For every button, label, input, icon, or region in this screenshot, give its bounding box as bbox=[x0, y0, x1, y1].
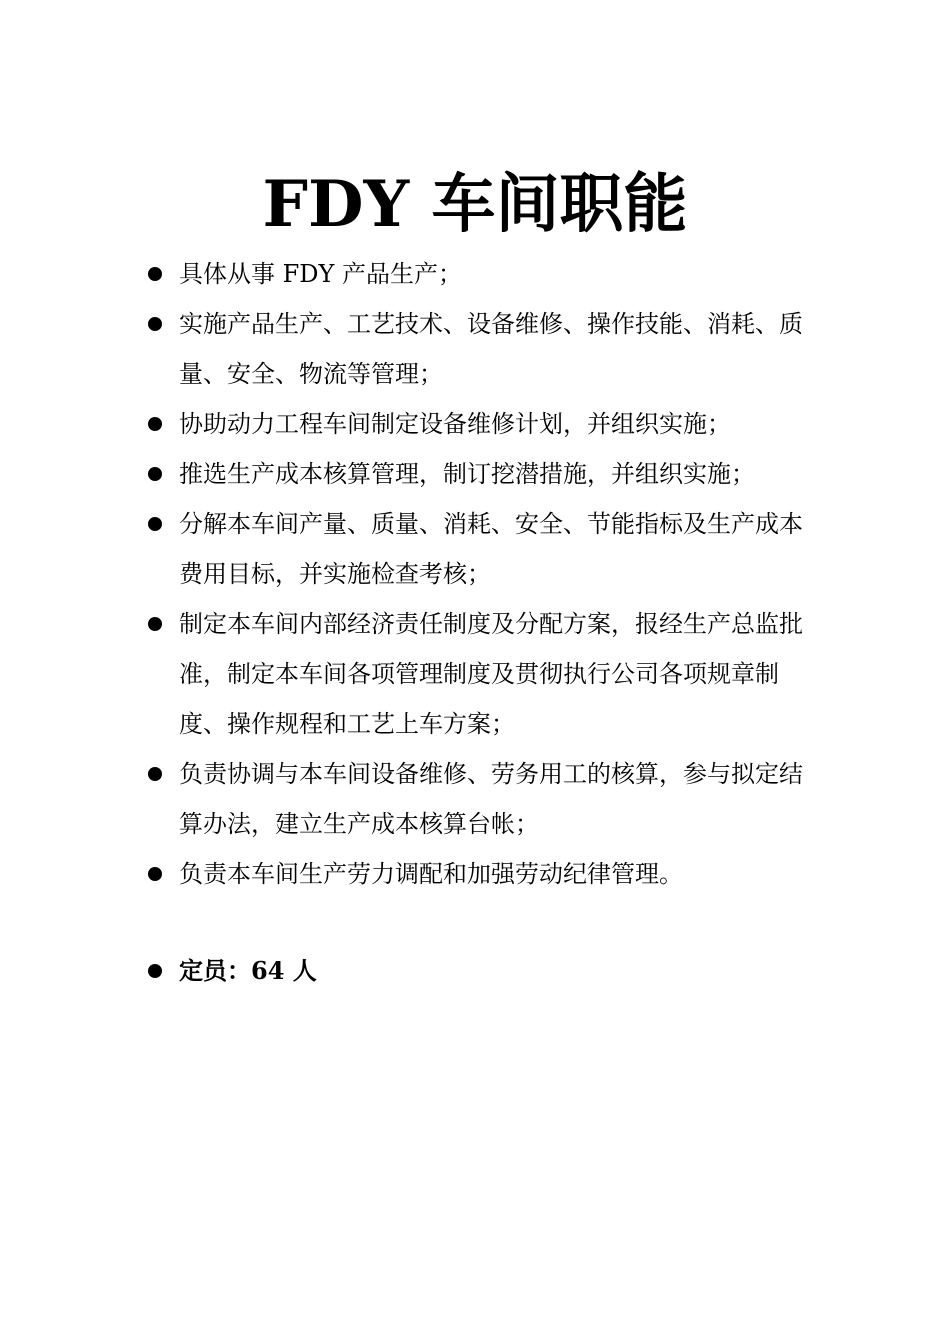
list-item bbox=[146, 599, 816, 749]
duty-list bbox=[146, 249, 816, 899]
list-item bbox=[146, 849, 816, 899]
list-item bbox=[146, 249, 816, 299]
bullet-icon bbox=[148, 964, 162, 978]
bullet-icon bbox=[148, 267, 162, 281]
list-item-text: 推选生产成本核算管理，制订挖潜措施，并组织实施； bbox=[179, 460, 755, 488]
page-title: FDY 车间职能 bbox=[262, 166, 688, 242]
bullet-icon bbox=[148, 317, 162, 331]
list-item bbox=[146, 499, 816, 599]
list-item bbox=[146, 449, 816, 499]
list-item bbox=[146, 399, 816, 449]
bullet-icon bbox=[148, 767, 162, 781]
bullet-icon bbox=[148, 867, 162, 881]
bullet-icon bbox=[148, 517, 162, 531]
staffing-line bbox=[146, 946, 816, 996]
list-item-text: 具体从事 FDY 产品生产； bbox=[179, 260, 462, 288]
list-item-text: 分解本车间产量、质量、消耗、安全、节能指标及生产成本费用目标，并实施检查考核； bbox=[179, 510, 803, 588]
list-item-text: 协助动力工程车间制定设备维修计划，并组织实施； bbox=[179, 410, 731, 438]
list-item-text: 实施产品生产、工艺技术、设备维修、操作技能、消耗、质量、安全、物流等管理； bbox=[179, 310, 803, 388]
list-item bbox=[146, 299, 816, 399]
list-item-text: 负责本车间生产劳力调配和加强劳动纪律管理。 bbox=[179, 860, 683, 888]
staffing-text: 定员：64 人 bbox=[179, 956, 317, 985]
bullet-icon bbox=[148, 417, 162, 431]
list-item-text: 制定本车间内部经济责任制度及分配方案，报经生产总监批准，制定本车间各项管理制度及贯彻执行公司各项规章制度、操作规程和工艺上车方案； bbox=[179, 610, 803, 738]
bullet-icon bbox=[148, 467, 162, 481]
list-item bbox=[146, 749, 816, 849]
list-item-text: 负责协调与本车间设备维修、劳务用工的核算，参与拟定结算办法，建立生产成本核算台帐； bbox=[179, 760, 803, 838]
bullet-icon bbox=[148, 617, 162, 631]
